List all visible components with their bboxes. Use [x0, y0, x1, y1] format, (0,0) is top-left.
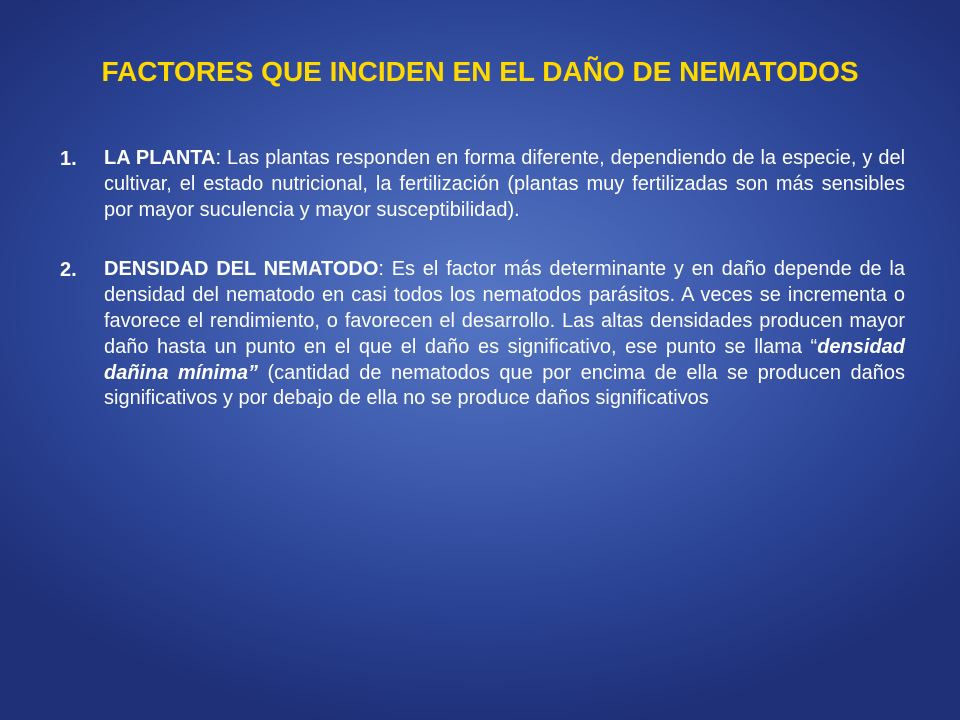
item-text	[104, 257, 905, 412]
item-heading: DENSIDAD DEL NEMATODO	[104, 258, 379, 281]
slide-title: FACTORES QUE INCIDEN EN EL DAÑO DE NEMATODOS	[101, 56, 859, 87]
item-text	[104, 146, 905, 223]
item-heading: LA PLANTA	[104, 147, 216, 169]
item-body-before: : Es el factor más determinante y en daño depende de la densidad del nematodo en casi todos los nematodos parásitos. A veces se incrementa o favorece el rendimiento, o favorecen el desarrollo. Las altas densidades producen mayor daño hasta un punto en el que el daño es significativo, ese punto se llama “	[104, 258, 905, 358]
item-emphasis: densidad dañina mínima”	[104, 335, 905, 384]
item-body-after: (cantidad de nematodos que por encima de ella se producen daños significativos y por debajo de ella no se produce daños significativos	[104, 361, 905, 410]
numbered-list	[60, 146, 905, 446]
item-number: 1.	[60, 148, 77, 170]
item-number: 2.	[60, 259, 77, 282]
list-item-planta	[60, 146, 905, 223]
list-item-densidad	[60, 257, 905, 412]
item-body: : Las plantas responden en forma diferente, dependiendo de la especie, y del cultivar, el estado nutricional, la fertilización (plantas muy fertilizadas son más sensibles por mayor suculencia y mayor susceptibilidad).	[104, 147, 906, 221]
